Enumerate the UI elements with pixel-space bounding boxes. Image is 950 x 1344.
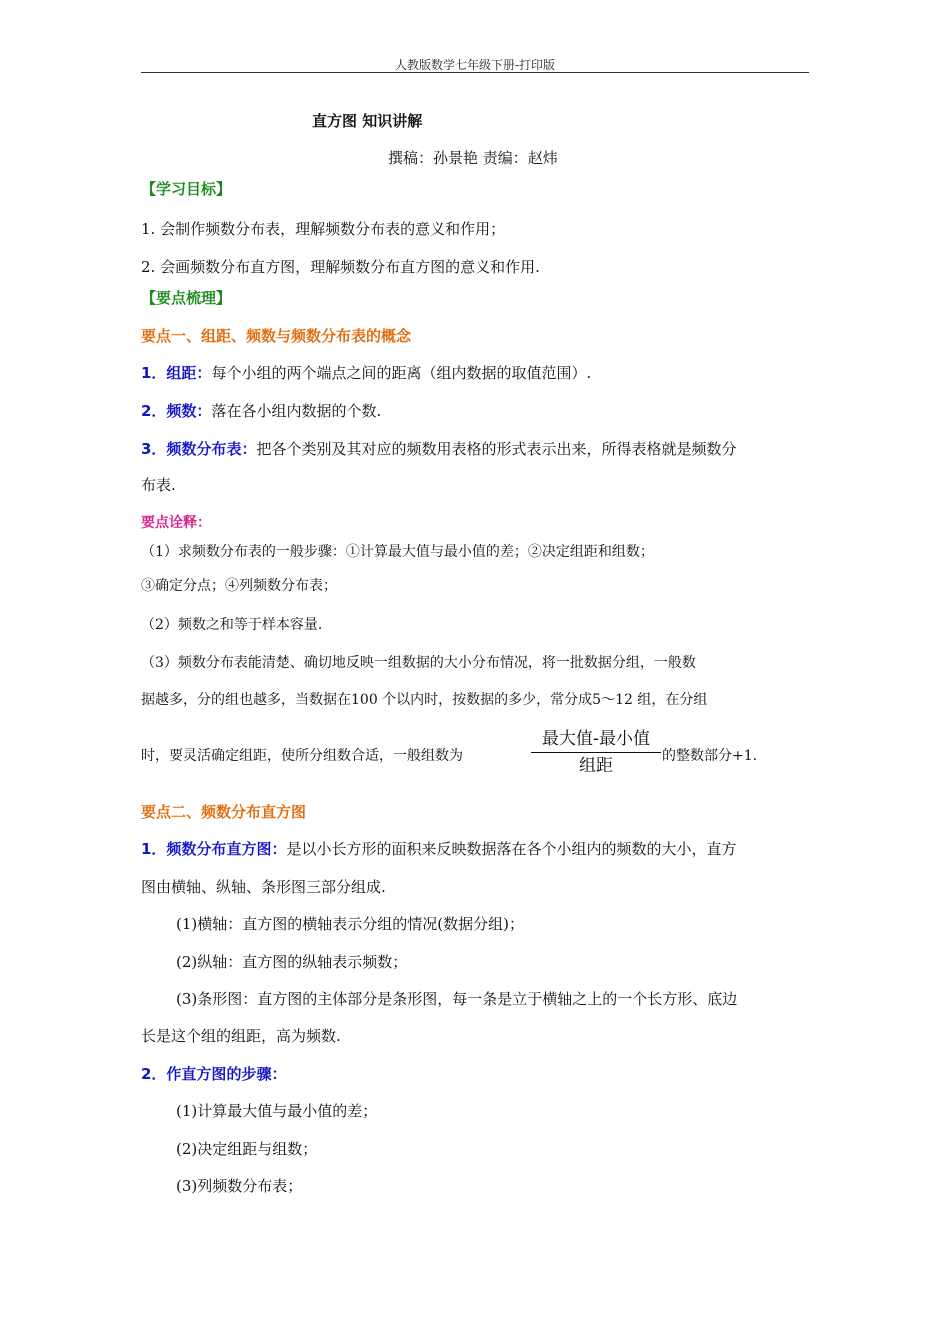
point1-item-2-label: 2．频数： [141, 402, 212, 420]
points-heading: 【要点梳理】 [141, 289, 232, 307]
point1-item-1 [141, 362, 591, 383]
histogram-subitem-1: (1)横轴：直方图的横轴表示分组的情况(数据分组)； [176, 915, 524, 933]
document-title: 直方图 知识讲解 [312, 112, 423, 130]
point2-item-2 [141, 1063, 286, 1084]
author-line: 撰稿：孙景艳 责编：赵炜 [388, 149, 558, 167]
point1-item-1-text: 每个小组的两个端点之间的距离（组内数据的取值范围）. [211, 364, 592, 382]
point2-item-1-continued: 图由横轴、纵轴、条形图三部分组成. [141, 878, 386, 896]
formula-prefix: 时，要灵活确定组距，使所分组数合适，一般组数为 [141, 748, 463, 764]
point1-item-3 [141, 438, 736, 459]
page-header: 人教版数学七年级下册-打印版 [394, 58, 556, 72]
point1-heading: 要点一、组距、频数与频数分布表的概念 [141, 327, 412, 345]
note-line-2: ③确定分点；④列频数分布表； [141, 578, 337, 594]
point1-item-3-continued: 布表. [141, 476, 176, 494]
point2-heading: 要点二、频数分布直方图 [141, 803, 307, 821]
goal-item-2: 2. 会画频数分布直方图，理解频数分布直方图的意义和作用. [141, 258, 540, 276]
histogram-step-1: (1)计算最大值与最小值的差； [176, 1102, 378, 1120]
point1-item-1-label: 1．组距： [141, 364, 212, 382]
point1-item-3-text: 把各个类别及其对应的频数用表格的形式表示出来，所得表格就是频数分 [256, 440, 737, 458]
histogram-subitem-3-continued: 长是这个组的组距，高为频数. [141, 1027, 341, 1045]
point2-item-1-label: 1．频数分布直方图： [141, 840, 287, 858]
point2-item-1 [141, 838, 736, 859]
point1-item-2 [141, 400, 381, 421]
point2-item-1-text: 是以小长方形的面积来反映数据落在各个小组内的频数的大小，直方 [286, 840, 737, 858]
note-line-4: （3）频数分布表能清楚、确切地反映一组数据的大小分布情况，将一批数据分组，一般数 [141, 655, 696, 671]
point2-item-2-label: 2．作直方图的步骤： [141, 1065, 287, 1083]
header-divider [141, 72, 809, 73]
note-line-5: 据越多，分的组也越多，当数据在100 个以内时，按数据的多少，常分成5～12 组，在分组 [141, 692, 708, 708]
fraction-bar [531, 752, 661, 753]
histogram-step-3: (3)列频数分布表； [176, 1177, 303, 1195]
goal-item-1: 1. 会制作频数分布表，理解频数分布表的意义和作用； [141, 220, 506, 238]
group-count-formula [531, 728, 661, 777]
formula-suffix: 的整数部分+1. [662, 748, 758, 764]
goals-heading: 【学习目标】 [141, 180, 232, 198]
histogram-subitem-2: (2)纵轴：直方图的纵轴表示频数； [176, 953, 408, 971]
formula-denominator: 组距 [579, 756, 613, 776]
point1-item-3-label: 3．频数分布表： [141, 440, 257, 458]
notes-heading: 要点诠释： [141, 515, 211, 531]
histogram-step-2: (2)决定组距与组数； [176, 1140, 318, 1158]
note-line-3: （2）频数之和等于样本容量. [141, 617, 323, 633]
formula-numerator: 最大值-最小值 [541, 729, 651, 749]
point1-item-2-text: 落在各小组内数据的个数. [211, 402, 382, 420]
histogram-subitem-3: (3)条形图：直方图的主体部分是条形图，每一条是立于横轴之上的一个长方形、底边 [176, 990, 738, 1008]
note-line-1: （1）求频数分布表的一般步骤：①计算最大值与最小值的差；②决定组距和组数； [141, 544, 654, 560]
